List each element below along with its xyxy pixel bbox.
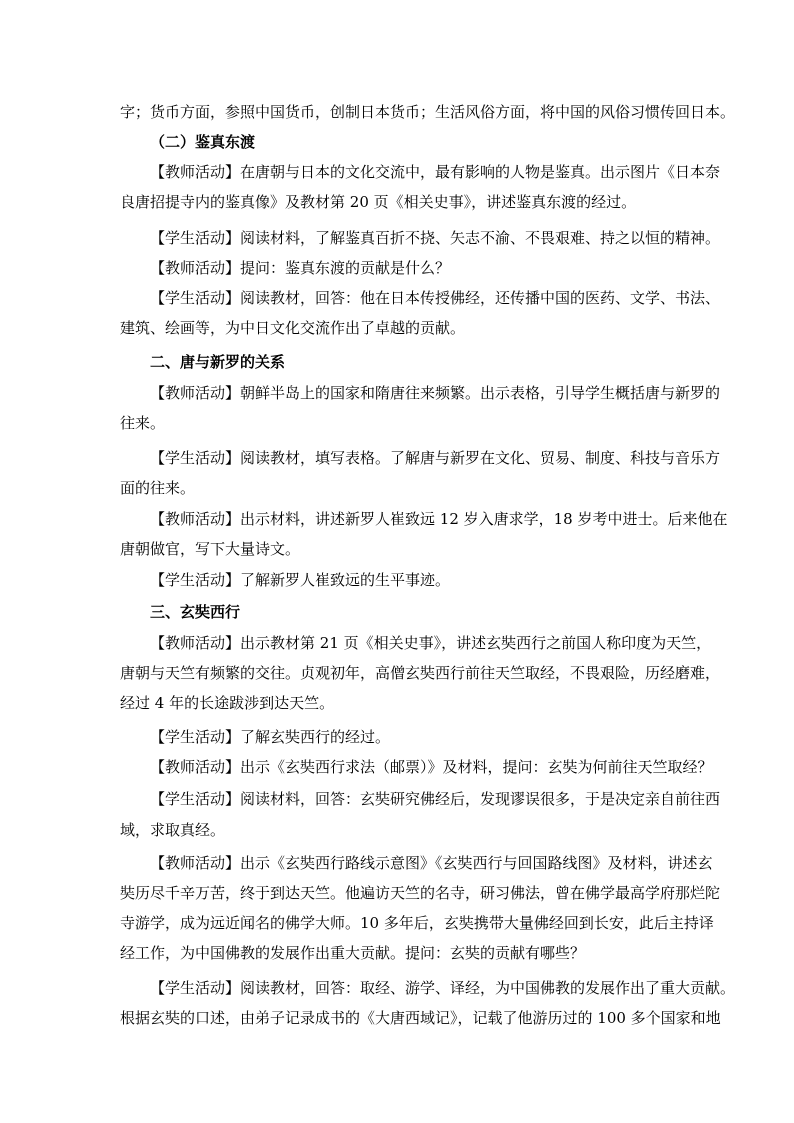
- text-line: 经工作，为中国佛教的发展作出重大贡献。提问：玄奘的贡献有哪些？: [120, 944, 586, 962]
- text-line: 【教师活动】在唐朝与日本的文化交流中，最有影响的人物是鉴真。出示图片《日本奈: [150, 163, 721, 181]
- text-line: 域，求取真经。: [120, 821, 226, 839]
- text-line: 根据玄奘的口述，由弟子记录成书的《大唐西域记》，记载了他游历过的 100 多个国家和地: [120, 1009, 721, 1027]
- text-line: 唐朝与天竺有频繁的交往。贞观初年，高僧玄奘西行前往天竺取经，不畏艰险，历经磨难，: [120, 664, 721, 682]
- text-line: 【学生活动】阅读材料，回答：玄奘研究佛经后，发现谬误很多，于是决定亲自前往西: [150, 790, 721, 808]
- section-heading-xuanzang: 三、玄奘西行: [150, 603, 241, 621]
- text-line: 【学生活动】了解新罗人崔致远的生平事迹。: [150, 571, 451, 589]
- text-line: 寺游学，成为远近闻名的佛学大师。10 多年后，玄奘携带大量佛经回到长安，此后主持译: [120, 914, 714, 932]
- text-line: 【学生活动】阅读教材，回答：他在日本传授佛经，还传播中国的医药、文学、书法、: [150, 289, 721, 307]
- text-line: 字；货币方面，参照中国货币，创制日本货币；生活风俗方面，将中国的风俗习惯传回日本。: [120, 103, 736, 121]
- text-line: 唐朝做官，写下大量诗文。: [120, 540, 301, 558]
- text-line: 【教师活动】提问：鉴真东渡的贡献是什么？: [150, 259, 451, 277]
- text-line: 【教师活动】出示教材第 21 页《相关史事》，讲述玄奘西行之前国人称印度为天竺，: [150, 634, 712, 652]
- section-heading-jianzhen: （二）鉴真东渡: [150, 133, 256, 151]
- text-line: 【学生活动】阅读教材，回答：取经、游学、译经，为中国佛教的发展作出了重大贡献。: [150, 979, 736, 997]
- section-heading-silla: 二、唐与新罗的关系: [150, 353, 286, 371]
- text-line: 良唐招提寺内的鉴真像》及教材第 20 页《相关史事》，讲述鉴真东渡的经过。: [120, 193, 637, 211]
- text-line: 【学生活动】阅读材料，了解鉴真百折不挠、矢志不渝、不畏艰难、持之以恒的精神。: [150, 229, 721, 247]
- text-line: 奘历尽千辛万苦，终于到达天竺。他遍访天竺的名寺，研习佛法，曾在佛学最高学府那烂陀: [120, 884, 721, 902]
- text-line: 面的往来。: [120, 479, 196, 497]
- text-line: 建筑、绘画等，为中日文化交流作出了卓越的贡献。: [120, 319, 466, 337]
- text-line: 经过 4 年的长途跋涉到达天竺。: [120, 694, 335, 712]
- text-line: 【教师活动】出示《玄奘西行求法（邮票）》及材料，提问：玄奘为何前往天竺取经？: [150, 758, 713, 776]
- text-line: 【教师活动】出示材料，讲述新罗人崔致远 12 岁入唐求学，18 岁考中进士。后来他在: [150, 510, 728, 528]
- text-line: 【教师活动】出示《玄奘西行路线示意图》《玄奘西行与回国路线图》及材料，讲述玄: [150, 854, 713, 872]
- text-line: 【教师活动】朝鲜半岛上的国家和隋唐往来频繁。出示表格，引导学生概括唐与新罗的: [150, 384, 721, 402]
- text-line: 【学生活动】阅读教材，填写表格。了解唐与新罗在文化、贸易、制度、科技与音乐方: [150, 449, 721, 467]
- text-line: 【学生活动】了解玄奘西行的经过。: [150, 728, 391, 746]
- text-line: 往来。: [120, 414, 166, 432]
